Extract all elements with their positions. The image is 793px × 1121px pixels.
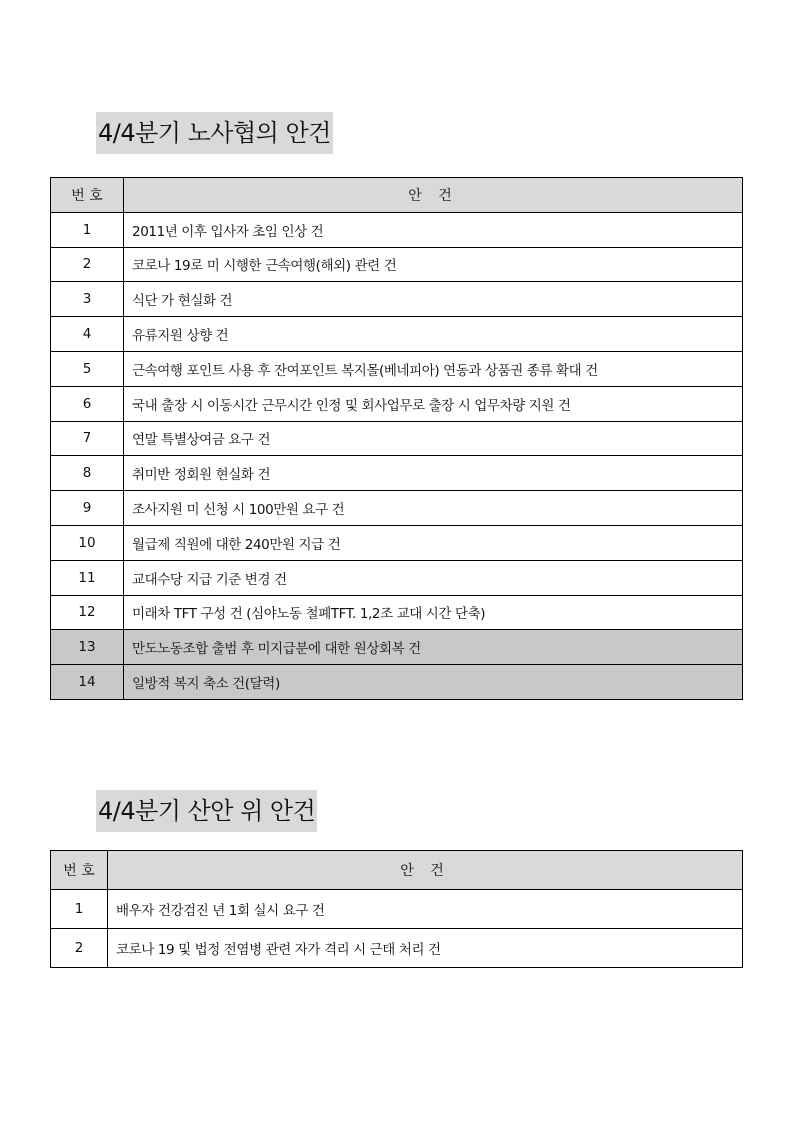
row-agenda-text: 근속여행 포인트 사용 후 잔여포인트 복지몰(베네피아) 연동과 상품권 종류 확대 건 bbox=[124, 351, 743, 386]
table-row bbox=[51, 595, 743, 630]
table-row bbox=[51, 386, 743, 421]
table-row bbox=[51, 282, 743, 317]
row-number: 11 bbox=[51, 560, 124, 595]
header-agenda: 안 건 bbox=[124, 178, 743, 213]
row-number: 13 bbox=[51, 630, 124, 665]
row-number: 7 bbox=[51, 421, 124, 456]
row-agenda-text: 조사지원 미 신청 시 100만원 요구 건 bbox=[124, 491, 743, 526]
row-agenda-text: 일방적 복지 축소 건(달력) bbox=[124, 665, 743, 700]
row-agenda-text: 미래차 TFT 구성 건 (심야노동 철폐TFT. 1,2조 교대 시간 단축) bbox=[124, 595, 743, 630]
row-agenda-text: 유류지원 상향 건 bbox=[124, 317, 743, 352]
row-number: 14 bbox=[51, 665, 124, 700]
row-number: 3 bbox=[51, 282, 124, 317]
header-number: 번 호 bbox=[51, 851, 108, 890]
table-row bbox=[51, 525, 743, 560]
row-number: 1 bbox=[51, 212, 124, 247]
row-number: 9 bbox=[51, 491, 124, 526]
row-agenda-text: 취미반 정회원 현실화 건 bbox=[124, 456, 743, 491]
table-header-row bbox=[51, 851, 743, 890]
labor-management-agenda-table bbox=[50, 177, 743, 700]
safety-committee-agenda-table bbox=[50, 850, 743, 968]
header-number: 번 호 bbox=[51, 178, 124, 213]
table-row bbox=[51, 421, 743, 456]
row-agenda-text: 교대수당 지급 기준 변경 건 bbox=[124, 560, 743, 595]
table-header-row bbox=[51, 178, 743, 213]
table-row bbox=[51, 890, 743, 929]
row-agenda-text: 2011년 이후 입사자 초임 인상 건 bbox=[124, 212, 743, 247]
section2-title: 4/4분기 산안 위 안건 bbox=[96, 790, 317, 832]
table-row bbox=[51, 247, 743, 282]
section1-title: 4/4분기 노사협의 안건 bbox=[96, 112, 333, 154]
row-number: 2 bbox=[51, 247, 124, 282]
row-agenda-text: 연말 특별상여금 요구 건 bbox=[124, 421, 743, 456]
table-row bbox=[51, 665, 743, 700]
row-number: 2 bbox=[51, 929, 108, 968]
table-row bbox=[51, 929, 743, 968]
row-agenda-text: 만도노동조합 출범 후 미지급분에 대한 원상회복 건 bbox=[124, 630, 743, 665]
table-row bbox=[51, 351, 743, 386]
table-row bbox=[51, 212, 743, 247]
row-number: 6 bbox=[51, 386, 124, 421]
table-row bbox=[51, 491, 743, 526]
row-number: 8 bbox=[51, 456, 124, 491]
row-agenda-text: 코로나 19로 미 시행한 근속여행(해외) 관련 건 bbox=[124, 247, 743, 282]
row-agenda-text: 식단 가 현실화 건 bbox=[124, 282, 743, 317]
row-number: 1 bbox=[51, 890, 108, 929]
row-number: 5 bbox=[51, 351, 124, 386]
table-row bbox=[51, 630, 743, 665]
table-row bbox=[51, 456, 743, 491]
row-number: 10 bbox=[51, 525, 124, 560]
row-number: 12 bbox=[51, 595, 124, 630]
row-number: 4 bbox=[51, 317, 124, 352]
row-agenda-text: 월급제 직원에 대한 240만원 지급 건 bbox=[124, 525, 743, 560]
row-agenda-text: 배우자 건강검진 년 1회 실시 요구 건 bbox=[108, 890, 743, 929]
row-agenda-text: 코로나 19 및 법정 전염병 관련 자가 격리 시 근태 처리 건 bbox=[108, 929, 743, 968]
row-agenda-text: 국내 출장 시 이동시간 근무시간 인정 및 회사업무로 출장 시 업무차량 지원 건 bbox=[124, 386, 743, 421]
table-row bbox=[51, 560, 743, 595]
table-row bbox=[51, 317, 743, 352]
header-agenda: 안 건 bbox=[108, 851, 743, 890]
